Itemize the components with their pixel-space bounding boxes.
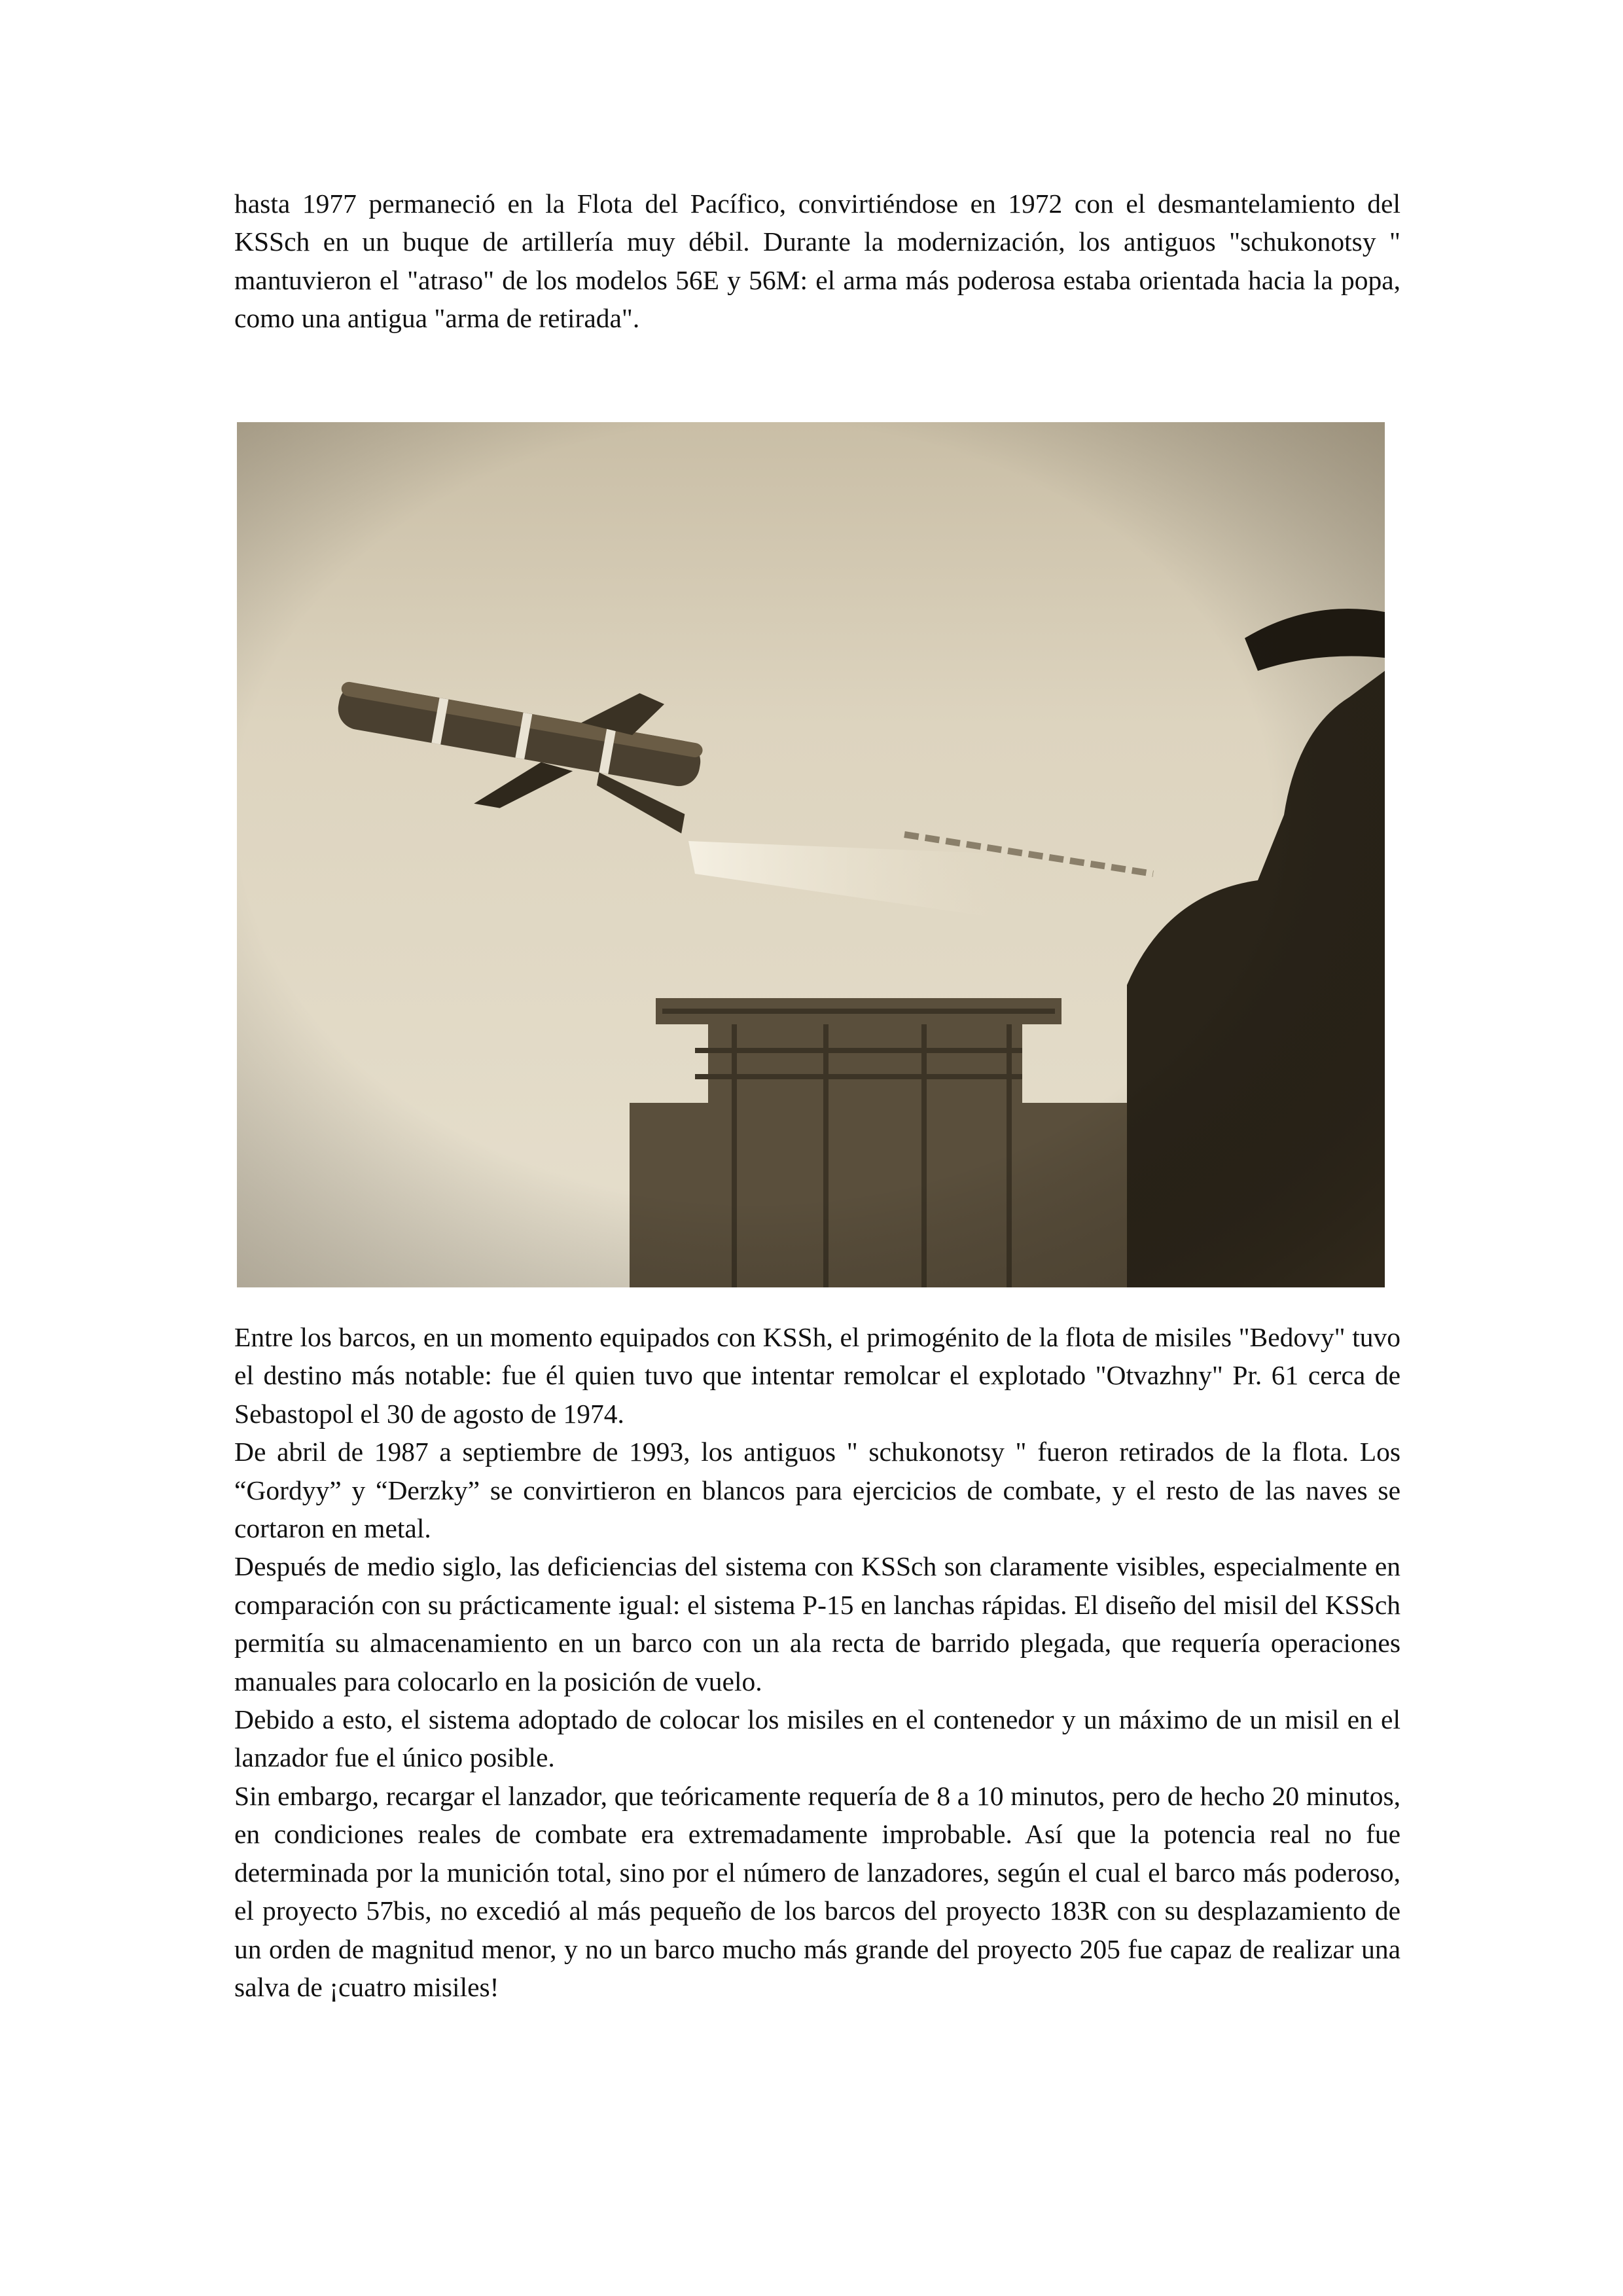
paragraph-bottom-2: De abril de 1987 a septiembre de 1993, los antiguos " schukonotsy " fueron retirados de la flota. Los “Gordyy” y “Derzky” se convirtieron en blancos para ejercicios de combate, y el resto de las naves se cortaron en metal. xyxy=(234,1437,1400,1544)
bottom-text-block xyxy=(234,1318,1400,2006)
paragraph-bottom-4: Debido a esto, el sistema adoptado de colocar los misiles en el contenedor y un máximo de un misil en el lanzador fue el único posible. xyxy=(234,1704,1400,1773)
paragraph-bottom-3: Después de medio siglo, las deficiencias del sistema con KSSch son claramente visibles, especialmente en comparación con su prácticamente igual: el sistema P-15 en lanchas rápidas. El diseño del misil del KSSch permitía su almacenamiento en un barco con un ala recta de barrido plegada, que requería operaciones manuales para colocarlo en la posición de vuelo. xyxy=(234,1551,1400,1696)
missile-launch-photo xyxy=(237,422,1385,1287)
paragraph-bottom-1: Entre los barcos, en un momento equipados con KSSh, el primogénito de la flota de misiles "Bedovy" tuvo el destino más notable: fue él quien tuvo que intentar remolcar el explotado "Otvazhny" Pr. 61 cerca de Sebastopol el 30 de agosto de 1974. xyxy=(234,1322,1400,1429)
paragraph-bottom-5: Sin embargo, recargar el lanzador, que teóricamente requería de 8 a 10 minutos, pero de hecho 20 minutos, en condiciones reales de combate era extremadamente improbable. Así que la potencia real no fue determinada por la munición total, sino por el número de lanzadores, según el cual el barco más poderoso, el proyecto 57bis, no excedió al más pequeño de los barcos del proyecto 183R con su desplazamiento de un orden de magnitud menor, y no un barco mucho más grande del proyecto 205 fue capaz de realizar una salva de ¡cuatro misiles! xyxy=(234,1780,1400,2002)
paragraph-top-1: hasta 1977 permaneció en la Flota del Pacífico, convirtiéndose en 1972 con el desmantelamiento del KSSch en un buque de artillería muy débil. Durante la modernización, los antiguos "schukonotsy " mantuvieron el "atraso" de los modelos 56E y 56M: el arma más poderosa estaba orientada hacia la popa, como una antigua "arma de retirada". xyxy=(234,188,1400,334)
top-text-block xyxy=(234,185,1400,338)
